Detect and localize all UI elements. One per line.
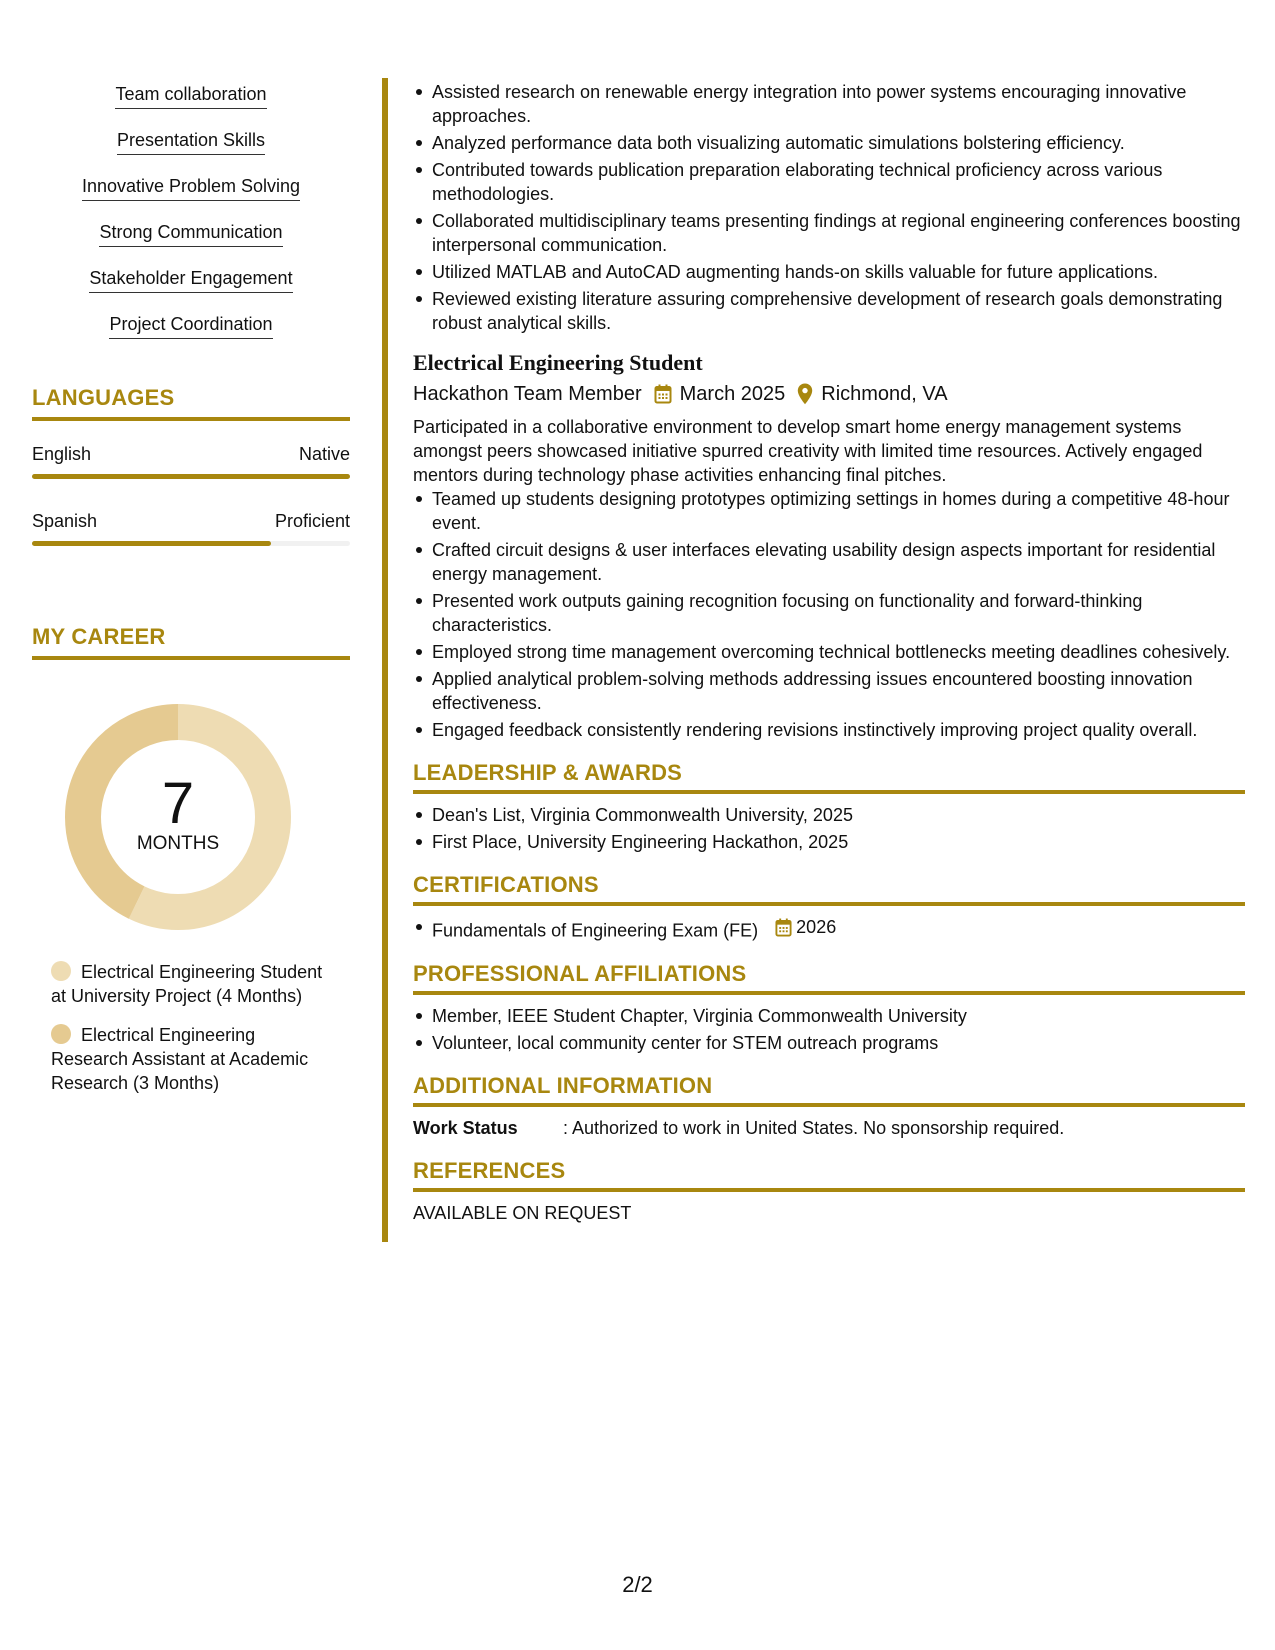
- list-item: Crafted circuit designs & user interfaces elevating usability design aspects important for residential energy management.: [413, 538, 1245, 586]
- career-donut-chart: [65, 704, 291, 930]
- column-divider: [382, 78, 388, 1242]
- list-item: Employed strong time management overcoming technical bottlenecks meeting deadlines cohesively.: [413, 640, 1245, 664]
- list-item: Teamed up students designing prototypes optimizing settings in homes during a competitive 48-hour event.: [413, 487, 1245, 535]
- certifications-heading: CERTIFICATIONS: [413, 872, 1245, 906]
- cert-year: 2026: [796, 917, 837, 937]
- legend-item: Electrical Engineering Research Assistant at Academic Research (3 Months): [51, 1025, 309, 1093]
- job-title: Electrical Engineering Student: [413, 350, 703, 375]
- leadership-list: [413, 803, 1245, 854]
- skill-item: Stakeholder Engagement: [89, 266, 292, 293]
- additional-info-heading: ADDITIONAL INFORMATION: [413, 1073, 1245, 1107]
- skills-list: [32, 82, 350, 358]
- list-item: Reviewed existing literature assuring comprehensive development of research goals demonstrating robust analytical skills.: [413, 287, 1245, 335]
- list-item: Applied analytical problem-solving methods addressing issues encountered boosting innovation effectiveness.: [413, 667, 1245, 715]
- skill-item: Strong Communication: [99, 220, 282, 247]
- legend-dot: [51, 1024, 71, 1044]
- list-item: [413, 915, 1245, 943]
- list-item: Volunteer, local community center for STEM outreach programs: [413, 1031, 1245, 1055]
- language-level: Proficient: [274, 511, 350, 531]
- list-item: Member, IEEE Student Chapter, Virginia Commonwealth University: [413, 1004, 1245, 1028]
- career-total-number: 7: [161, 771, 195, 836]
- references-heading: REFERENCES: [413, 1158, 1245, 1192]
- language-bar: [32, 541, 350, 546]
- cert-name: Fundamentals of Engineering Exam (FE): [432, 920, 759, 941]
- job-role: Hackathon Team Member: [413, 383, 642, 405]
- job-bullets: [413, 487, 1245, 742]
- left-column: [32, 82, 350, 1110]
- language-level: Native: [298, 444, 350, 464]
- affiliations-list: [413, 1004, 1245, 1055]
- list-item: Collaborated multidisciplinary teams presenting findings at regional engineering conferences boosting interpersonal communication.: [413, 209, 1245, 257]
- list-item: Dean's List, Virginia Commonwealth University, 2025: [413, 803, 1245, 827]
- language-entry: [32, 510, 350, 546]
- references-text: AVAILABLE ON REQUEST: [413, 1202, 632, 1223]
- affiliations-heading: PROFESSIONAL AFFILIATIONS: [413, 961, 1245, 995]
- skill-item: Project Coordination: [109, 312, 272, 339]
- list-item: Analyzed performance data both visualizing automatic simulations bolstering efficiency.: [413, 131, 1245, 155]
- legend-dot: [51, 961, 71, 981]
- location-pin-icon: [797, 383, 813, 405]
- job-location: Richmond, VA: [821, 383, 948, 405]
- career-legend: [51, 960, 331, 1095]
- job-description: Participated in a collaborative environment to develop smart home energy management systems amongst peers showcased initiative spurred creativity with limited time resources. Actively engaged mentors during technology phase activities enhancing final pitches.: [413, 417, 1203, 485]
- experience-bullets: [413, 80, 1245, 335]
- career-heading: MY CAREER: [32, 624, 350, 660]
- language-name: Spanish: [32, 511, 98, 531]
- leadership-heading: LEADERSHIP & AWARDS: [413, 760, 1245, 794]
- language-name: English: [32, 444, 92, 464]
- job-date: March 2025: [679, 383, 786, 405]
- language-bar: [32, 474, 350, 479]
- certifications-list: [413, 915, 1245, 943]
- work-status-label: Work Status: [413, 1117, 518, 1138]
- languages-heading: LANGUAGES: [32, 385, 350, 421]
- language-entry: [32, 443, 350, 479]
- skill-item: Presentation Skills: [117, 128, 265, 155]
- list-item: Utilized MATLAB and AutoCAD augmenting hands-on skills valuable for future applications.: [413, 260, 1245, 284]
- skill-item: Innovative Problem Solving: [82, 174, 300, 201]
- calendar-icon: [775, 918, 792, 937]
- skill-item: Team collaboration: [115, 82, 266, 109]
- work-status-row: [413, 1116, 1245, 1140]
- page-number: 2/2: [622, 1572, 653, 1597]
- list-item: Assisted research on renewable energy integration into power systems encouraging innovative approaches.: [413, 80, 1245, 128]
- list-item: First Place, University Engineering Hackathon, 2025: [413, 830, 1245, 854]
- job-meta: [413, 381, 1245, 407]
- legend-item: Electrical Engineering Student at University Project (4 Months): [51, 962, 323, 1006]
- work-status-value: : Authorized to work in United States. No sponsorship required.: [563, 1117, 1065, 1138]
- career-total-unit: MONTHS: [136, 833, 220, 854]
- list-item: Contributed towards publication preparation elaborating technical proficiency across various methodologies.: [413, 158, 1245, 206]
- list-item: Engaged feedback consistently rendering revisions instinctively improving project quality overall.: [413, 718, 1245, 742]
- calendar-icon: [654, 384, 672, 404]
- list-item: Presented work outputs gaining recognition focusing on functionality and forward-thinking characteristics.: [413, 589, 1245, 637]
- right-column: [413, 80, 1245, 1225]
